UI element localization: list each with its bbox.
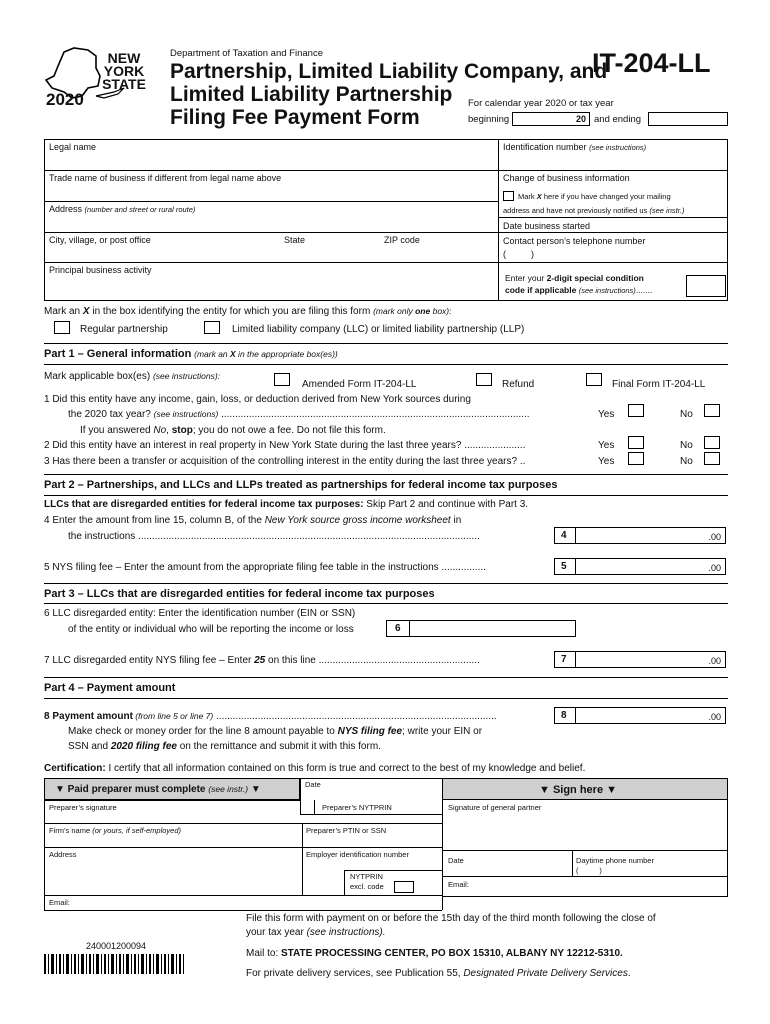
contact-phone-label: Contact person’s telephone number	[503, 236, 646, 246]
payment-instruction-1: Make check or money order for the line 8 amount payable to NYS filing fee; write your EIN or	[68, 726, 483, 737]
amended-label: Amended Form IT-204-LL	[302, 379, 417, 390]
general-partner-signature-label: Signature of general partner	[448, 803, 542, 812]
state-wordmark: NEW YORK STATE	[102, 50, 146, 92]
change-mark-text: Mark X here if you have changed your mailing	[518, 192, 671, 201]
part3-heading: Part 3 – LLCs that are disregarded entities for federal income tax purposes	[44, 588, 435, 600]
date-started-label: Date business started	[503, 221, 591, 231]
line-6-number: 6	[395, 623, 401, 634]
line-5-number: 5	[561, 561, 567, 572]
q3-no-checkbox[interactable]	[704, 452, 720, 465]
q3-yes-checkbox[interactable]	[628, 452, 644, 465]
line-8-number: 8	[561, 710, 567, 721]
employer-id-label: Employer identification number	[306, 850, 409, 859]
nytprin-label: NYTPRIN	[350, 872, 383, 881]
special-condition-line1: Enter your 2-digit special condition	[505, 273, 644, 283]
preparer-signature-label: Preparer’s signature	[49, 803, 117, 812]
part2-heading: Part 2 – Partnerships, and LLCs and LLPs treated as partnerships for federal income tax purposes	[44, 479, 558, 491]
line-7-amount-field[interactable]	[554, 651, 726, 668]
refund-checkbox[interactable]	[476, 373, 492, 386]
line-6-id-field[interactable]	[386, 620, 576, 637]
beginning-label: beginning	[468, 114, 510, 125]
line-8-cents: .00	[708, 712, 721, 722]
general-partner-signature-field[interactable]	[442, 800, 728, 850]
q1-yes-checkbox[interactable]	[628, 404, 644, 417]
trade-name-label: Trade name of business if different from legal name above	[49, 173, 282, 183]
refund-label: Refund	[502, 379, 535, 390]
question-1-stop-note: If you answered No, stop; you do not owe a fee. Do not file this form.	[80, 425, 386, 436]
entity-instruction: Mark an X in the box identifying the entity for which you are filing this form (mark only one box):	[44, 306, 452, 317]
firm-name-label: Firm’s name (or yours, if self-employed)	[49, 826, 181, 835]
question-1: 1 Did this entity have any income, gain, loss, or deduction derived from New York sources during	[44, 394, 471, 405]
payment-instruction-2: SSN and 2020 filing fee on the remittance and submit it with this form.	[68, 741, 381, 752]
file-instruction-2: your tax year (see instructions).	[246, 927, 386, 938]
principal-activity-label: Principal business activity	[49, 265, 152, 275]
barcode	[44, 954, 184, 974]
certification-text: Certification: I certify that all information contained on this form is true and correct to the best of my knowledge and belief.	[44, 763, 586, 774]
state-label: State	[284, 235, 306, 245]
line-6-text: 6 LLC disregarded entity: Enter the identification number (EIN or SSN)	[44, 608, 356, 619]
q1-no-checkbox[interactable]	[704, 404, 720, 417]
daytime-phone-label: Daytime phone number	[576, 856, 654, 865]
question-3: 3 Has there been a transfer or acquisition of the controlling interest in the entity during the last three years? ..	[44, 456, 526, 467]
q2-no-label: No	[680, 440, 693, 451]
part1-heading: Part 1 – General information (mark an X in the appropriate box(es))	[44, 348, 338, 360]
paid-preparer-title: ▼ Paid preparer must complete (see instr.) ▼	[55, 784, 261, 795]
identification-number-label: Identification number (see instructions)	[503, 142, 647, 152]
ending-date-field[interactable]	[648, 112, 728, 126]
preparer-ptin-label: Preparer’s PTIN or SSN	[306, 826, 387, 835]
regular-partnership-checkbox[interactable]	[54, 321, 70, 334]
private-delivery-note: For private delivery services, see Publication 55, Designated Private Delivery Services.	[246, 968, 631, 979]
amended-checkbox[interactable]	[274, 373, 290, 386]
mail-to-address: Mail to: STATE PROCESSING CENTER, PO BOX 15310, ALBANY NY 12212-5310.	[246, 948, 623, 959]
line-4-text-2: the instructions ...........................................................................................................................	[68, 531, 480, 542]
line-4-amount-field[interactable]	[554, 527, 726, 544]
line-6-text-2: of the entity or individual who will be reporting the income or loss	[68, 624, 354, 635]
legal-name-field[interactable]	[44, 140, 498, 170]
file-instruction-1: File this form with payment on or before the 15th day of the third month following the close of	[246, 913, 656, 924]
form-id: IT-204-LL	[592, 48, 711, 78]
preparer-email-label: Email:	[49, 898, 70, 907]
city-label: City, village, or post office	[49, 235, 151, 245]
line-7-cents: .00	[708, 656, 721, 666]
line-7-number: 7	[561, 654, 567, 665]
q1-no-label: No	[680, 409, 693, 420]
beginning-year-prefix: 20	[575, 114, 586, 124]
applicable-boxes-label: Mark applicable box(es) (see instructions):	[44, 371, 221, 382]
q2-yes-checkbox[interactable]	[628, 436, 644, 449]
ending-label: and ending	[594, 114, 642, 125]
partner-date-label: Date	[448, 856, 464, 865]
calendar-year-text: For calendar year 2020 or tax year	[468, 98, 614, 109]
preparer-address-label: Address	[49, 850, 77, 859]
change-info-label: Change of business information	[503, 173, 630, 183]
part2-subheading: LLCs that are disregarded entities for federal income tax purposes: Skip Part 2 and continue with Part 3.	[44, 499, 529, 510]
preparer-date-label: Date	[305, 780, 321, 789]
special-condition-line2: code if applicable (see instructions).......	[505, 285, 653, 295]
llc-llp-checkbox[interactable]	[204, 321, 220, 334]
final-form-checkbox[interactable]	[586, 373, 602, 386]
nytprin-excl-code-field[interactable]	[394, 881, 414, 893]
q3-no-label: No	[680, 456, 693, 467]
llc-llp-label: Limited liability company (LLC) or limited liability partnership (LLP)	[232, 324, 525, 335]
department-name: Department of Taxation and Finance	[170, 48, 323, 59]
contact-phone-parens: ( )	[503, 249, 534, 259]
logo-year: 2020	[46, 90, 84, 109]
line-8-amount-field[interactable]	[554, 707, 726, 724]
question-2: 2 Did this entity have an interest in real property in New York State during the last three years? ......................	[44, 440, 526, 451]
final-form-label: Final Form IT-204-LL	[612, 379, 706, 390]
preparer-nytprin-label: Preparer’s NYTPRIN	[322, 803, 392, 812]
sign-here-title: ▼ Sign here ▼	[539, 784, 618, 796]
line-4-number: 4	[561, 530, 567, 541]
partner-email-label: Email:	[448, 880, 469, 889]
line-4-cents: .00	[708, 532, 721, 542]
q3-yes-label: Yes	[598, 456, 615, 467]
part4-heading: Part 4 – Payment amount	[44, 682, 176, 694]
q2-no-checkbox[interactable]	[704, 436, 720, 449]
q1-yes-label: Yes	[598, 409, 615, 420]
zip-label: ZIP code	[384, 235, 420, 245]
beginning-date-field[interactable]	[512, 112, 590, 126]
question-1-line2: the 2020 tax year? (see instructions) ...............................................................................................................	[68, 409, 530, 420]
special-condition-code-field[interactable]	[686, 275, 726, 297]
page-title: Partnership, Limited Liability Company, and Limited Liability Partnership Filing Fee Payment Form	[170, 60, 608, 129]
excl-code-label: excl. code	[350, 882, 384, 891]
line-8-text: 8 Payment amount (from line 5 or line 7) .....................................................................................................	[44, 711, 497, 722]
line-5-text: 5 NYS filing fee – Enter the amount from the appropriate filing fee table in the instructions ................	[44, 562, 486, 573]
line-5-amount-field[interactable]	[554, 558, 726, 575]
legal-name-label: Legal name	[49, 142, 97, 152]
change-line-2: address and have not previously notified us (see instr.)	[503, 206, 685, 215]
line-7-text: 7 LLC disregarded entity NYS filing fee – Enter 25 on this line ..........................................................	[44, 655, 480, 666]
barcode-number: 240001200094	[86, 941, 147, 951]
line-4-text: 4 Enter the amount from line 15, column B, of the New York source gross income worksheet in	[44, 515, 462, 526]
change-of-address-checkbox[interactable]	[503, 191, 514, 201]
paid-preparer-header	[44, 778, 300, 800]
address-label: Address (number and street or rural route)	[49, 204, 196, 214]
sign-here-header	[442, 778, 728, 800]
line-5-cents: .00	[708, 563, 721, 573]
regular-partnership-label: Regular partnership	[80, 324, 168, 335]
daytime-phone-parens: ( )	[576, 866, 602, 875]
q2-yes-label: Yes	[598, 440, 615, 451]
